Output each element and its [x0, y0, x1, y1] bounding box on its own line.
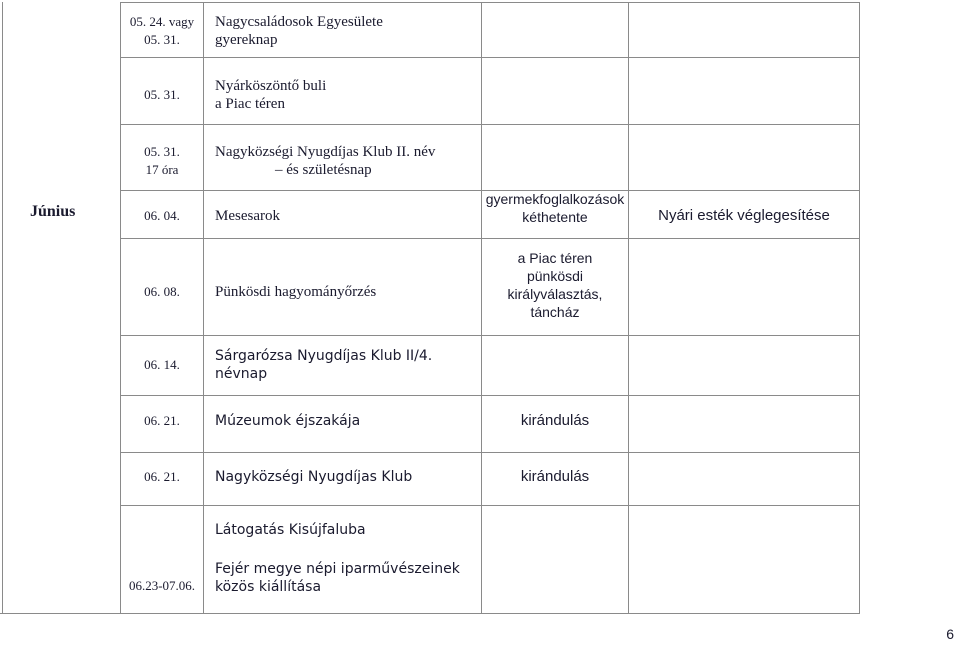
event-cell [215, 206, 280, 226]
event-cell [215, 520, 366, 540]
event-text: Nyárköszöntő buli a Piac téren [215, 78, 327, 112]
date-cell [122, 206, 202, 226]
activity-cell [482, 247, 628, 323]
date-cell [122, 355, 202, 375]
event-text: Fejér megye népi iparművészeinek közös kiállítása [215, 561, 460, 595]
date-text: 05. 31. 17 óra [144, 144, 180, 177]
event-cell [215, 558, 460, 598]
event-cell [215, 282, 376, 302]
activity-text: kirándulás [520, 412, 590, 429]
date-cell [122, 143, 202, 179]
date-text: 05. 24. vagy 05. 31. [129, 14, 195, 47]
note-cell [629, 206, 859, 226]
event-text: Nagyközségi Nyugdíjas Klub II. név [215, 144, 436, 160]
event-cell [215, 467, 412, 487]
page-number: 6 [946, 626, 954, 642]
event-text: Mesesarok [215, 208, 280, 224]
row-divider [120, 124, 860, 125]
event-cell [215, 141, 435, 181]
date-text: 05. 31. [144, 87, 180, 102]
row-divider [0, 613, 860, 614]
date-text: 06. 04. [144, 208, 180, 223]
date-cell [122, 411, 202, 431]
column-divider [859, 2, 860, 614]
activity-cell [482, 467, 628, 487]
column-divider [628, 2, 629, 614]
date-text: 06. 21. [144, 469, 180, 484]
date-text: 06.23-07.06. [128, 578, 196, 593]
month-label: Június [30, 203, 76, 220]
row-divider [120, 57, 860, 58]
activity-cell [482, 188, 628, 228]
event-text: Nagycsaládosok Egyesülete gyereknap [215, 14, 383, 48]
event-text: Múzeumok éjszakája [215, 413, 361, 429]
event-cell [215, 411, 360, 431]
column-divider [203, 2, 204, 614]
date-cell [122, 467, 202, 487]
date-text: 06. 21. [144, 413, 180, 428]
event-text: – és születésnap [275, 162, 372, 178]
date-cell [122, 576, 202, 596]
event-text: Pünkösdi hagyományőrzés [215, 284, 377, 300]
row-divider [120, 238, 860, 239]
column-divider [120, 2, 121, 614]
event-cell [215, 10, 383, 52]
activity-text: kirándulás [520, 468, 590, 485]
activity-text: gyermekfoglalkozások kéthetente [485, 191, 625, 225]
event-cell [215, 345, 432, 385]
row-divider [120, 335, 860, 336]
event-text: Látogatás Kisújfaluba [215, 522, 366, 538]
row-divider [120, 395, 860, 396]
note-text: Nyári esték véglegesítése [658, 207, 830, 224]
activity-cell [482, 411, 628, 431]
column-divider [2, 2, 3, 614]
event-cell [215, 75, 326, 115]
row-divider [120, 2, 860, 3]
date-cell [122, 85, 202, 105]
date-text: 06. 08. [144, 284, 180, 299]
date-cell [122, 282, 202, 302]
event-text: Sárgarózsa Nyugdíjas Klub II/4. névnap [215, 348, 433, 382]
date-text: 06. 14. [144, 357, 180, 372]
row-divider [120, 505, 860, 506]
date-cell [122, 10, 202, 52]
event-text: Nagyközségi Nyugdíjas Klub [215, 469, 413, 485]
row-divider [120, 452, 860, 453]
activity-text: a Piac téren pünkösdi királyválasztás, táncház [507, 250, 603, 320]
